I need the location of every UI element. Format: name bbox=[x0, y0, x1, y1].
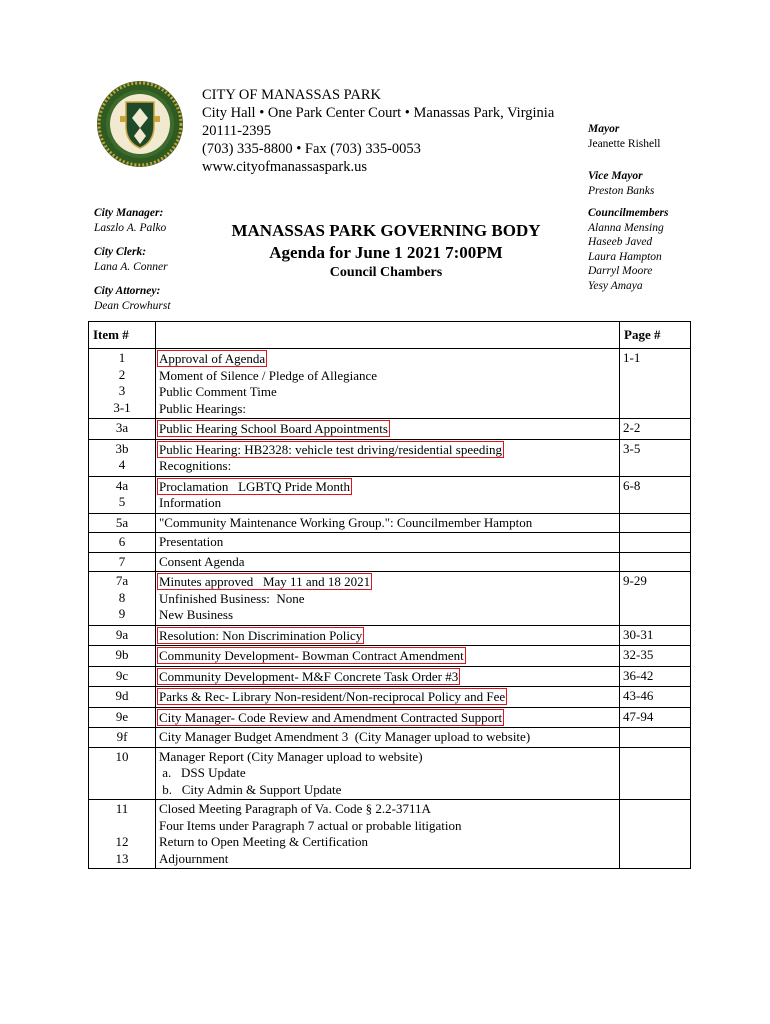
page-number-cell bbox=[620, 419, 691, 440]
letterhead bbox=[202, 86, 554, 176]
clerk-title: City Clerk: bbox=[94, 246, 147, 258]
item-text: Four Items under Paragraph 7 actual or probable litigation bbox=[159, 817, 462, 833]
item-description-cell bbox=[156, 687, 620, 708]
mayor-title: Mayor bbox=[588, 123, 620, 135]
page-range: 30-31 bbox=[623, 626, 654, 642]
item-description bbox=[159, 478, 616, 496]
item-number: 2 bbox=[118, 366, 126, 382]
item-description bbox=[159, 515, 616, 532]
item-number-cell bbox=[89, 349, 156, 419]
agenda-link[interactable]: City Manager- Code Review and Amendment Contracted Support bbox=[159, 709, 503, 725]
item-description bbox=[159, 384, 616, 401]
page-number-cell bbox=[620, 800, 691, 869]
page-number-cell bbox=[620, 349, 691, 419]
item-number: 10 bbox=[115, 748, 129, 764]
item-number-cell bbox=[89, 646, 156, 667]
manager-title: City Manager: bbox=[94, 207, 164, 219]
page-number-cell bbox=[620, 687, 691, 708]
item-number: 3a bbox=[115, 420, 129, 435]
item-description bbox=[159, 607, 616, 624]
page-range: 9-29 bbox=[623, 573, 647, 588]
page-number-cell bbox=[620, 625, 691, 646]
agenda-link[interactable]: Public Hearing School Board Appointments bbox=[159, 421, 388, 436]
table-row bbox=[89, 476, 691, 513]
vice-mayor-name: Preston Banks bbox=[588, 184, 655, 197]
item-number bbox=[89, 818, 155, 835]
item-text: Information bbox=[159, 495, 222, 510]
item-text: Public Comment Time bbox=[159, 384, 277, 399]
item-text: a. DSS Update bbox=[159, 765, 246, 780]
page-range: 6-8 bbox=[623, 477, 641, 493]
agenda-link[interactable]: Proclamation LGBTQ Pride Month bbox=[159, 478, 351, 494]
meeting-location: Council Chambers bbox=[329, 265, 443, 280]
page-range: 43-46 bbox=[623, 688, 654, 703]
page-range: 3-5 bbox=[623, 440, 641, 456]
item-text: Consent Agenda bbox=[159, 553, 245, 569]
item-text: Adjournment bbox=[159, 850, 229, 866]
table-row bbox=[89, 747, 691, 800]
vice-mayor-title: Vice Mayor bbox=[588, 170, 643, 182]
item-description-cell bbox=[156, 513, 620, 533]
item-number: 5a bbox=[115, 514, 129, 530]
item-description bbox=[159, 818, 616, 835]
table-row bbox=[89, 439, 691, 476]
item-number: 1 bbox=[118, 350, 126, 365]
item-number-cell bbox=[89, 533, 156, 553]
table-row bbox=[89, 687, 691, 708]
page-number-cell bbox=[620, 728, 691, 748]
item-description bbox=[159, 668, 616, 686]
item-description bbox=[159, 749, 616, 766]
item-description bbox=[159, 554, 616, 571]
item-description bbox=[159, 627, 616, 645]
table-row bbox=[89, 800, 691, 869]
org-name: CITY OF MANASSAS PARK bbox=[202, 87, 382, 103]
item-text: New Business bbox=[159, 607, 234, 622]
council-member: Alanna Mensing bbox=[588, 221, 664, 234]
item-text: Public Hearings: bbox=[159, 400, 247, 416]
item-description bbox=[159, 458, 616, 475]
item-description bbox=[159, 401, 616, 418]
item-number: 6 bbox=[118, 534, 126, 549]
agenda-date: Agenda for June 1 2021 7:00PM bbox=[269, 243, 503, 262]
table-row bbox=[89, 728, 691, 748]
item-description-cell bbox=[156, 439, 620, 476]
item-number-header: Item # bbox=[89, 322, 156, 349]
zip-code: 20111-2395 bbox=[202, 123, 272, 139]
item-description bbox=[159, 782, 616, 799]
attorney-name: Dean Crowhurst bbox=[94, 300, 171, 312]
table-row bbox=[89, 552, 691, 572]
manager-name: Laszlo A. Palko bbox=[94, 222, 167, 234]
item-number-cell bbox=[89, 625, 156, 646]
phone-fax: (703) 335-8800 • Fax (703) 335-0053 bbox=[202, 141, 421, 157]
table-row bbox=[89, 625, 691, 646]
page-number-cell bbox=[620, 666, 691, 687]
governing-body-title: MANASSAS PARK GOVERNING BODY bbox=[231, 221, 541, 240]
council-title: Councilmembers bbox=[588, 207, 669, 219]
item-text: b. City Admin & Support Update bbox=[159, 781, 342, 797]
page-number-cell bbox=[620, 552, 691, 572]
page-number-cell bbox=[620, 707, 691, 728]
website-link[interactable]: www.cityofmanassaspark.us bbox=[202, 159, 367, 175]
item-description bbox=[159, 765, 616, 782]
agenda-table bbox=[88, 321, 691, 869]
item-number: 9 bbox=[118, 606, 126, 621]
item-description-cell bbox=[156, 707, 620, 728]
table-row bbox=[89, 666, 691, 687]
staff-list bbox=[94, 206, 171, 314]
city-seal-logo bbox=[96, 78, 184, 170]
item-description bbox=[159, 350, 616, 368]
table-row bbox=[89, 513, 691, 533]
item-number-cell bbox=[89, 419, 156, 440]
item-text: City Manager Budget Amendment 3 (City Manager upload to website) bbox=[159, 729, 531, 744]
agenda-link[interactable]: Approval of Agenda bbox=[159, 351, 266, 366]
elected-officials bbox=[588, 122, 669, 293]
item-number-cell bbox=[89, 707, 156, 728]
item-description bbox=[159, 441, 616, 459]
item-description-cell bbox=[156, 552, 620, 572]
item-number-cell bbox=[89, 513, 156, 533]
item-number-cell bbox=[89, 800, 156, 869]
item-description-cell bbox=[156, 572, 620, 626]
item-text: Return to Open Meeting & Certification bbox=[159, 834, 369, 849]
item-description bbox=[159, 573, 616, 591]
attorney-title: City Attorney: bbox=[94, 285, 161, 297]
page-range: 2-2 bbox=[623, 420, 641, 435]
item-number: 3-1 bbox=[113, 399, 131, 415]
council-member: Yesy Amaya bbox=[588, 279, 643, 292]
item-number: 5 bbox=[118, 494, 126, 509]
item-number-cell bbox=[89, 476, 156, 513]
description-header bbox=[156, 322, 620, 349]
item-number: 9d bbox=[115, 688, 129, 703]
item-text: Recognitions: bbox=[159, 458, 232, 473]
page-number-cell bbox=[620, 572, 691, 626]
item-description-cell bbox=[156, 349, 620, 419]
item-description bbox=[159, 420, 616, 438]
council-member: Darryl Moore bbox=[588, 265, 653, 277]
item-number: 9c bbox=[115, 667, 129, 683]
item-number: 9f bbox=[116, 729, 128, 744]
item-number: 9a bbox=[115, 626, 129, 642]
page-number-cell bbox=[620, 747, 691, 800]
page-range: 1-1 bbox=[623, 350, 641, 365]
item-number: 4 bbox=[118, 457, 126, 472]
item-number: 9b bbox=[115, 647, 129, 662]
agenda-link[interactable]: Resolution: Non Discrimination Policy bbox=[159, 627, 363, 643]
item-number: 7a bbox=[115, 573, 129, 588]
item-description bbox=[159, 729, 616, 746]
item-description-cell bbox=[156, 625, 620, 646]
council-member: Laura Hampton bbox=[588, 250, 662, 263]
item-description-cell bbox=[156, 747, 620, 800]
item-text: Closed Meeting Paragraph of Va. Code § 2.2-3711A bbox=[159, 801, 431, 816]
item-number: 4a bbox=[115, 477, 129, 493]
item-number: 9e bbox=[115, 708, 129, 724]
item-description-cell bbox=[156, 476, 620, 513]
agenda-link[interactable]: Minutes approved May 11 and 18 2021 bbox=[159, 574, 371, 589]
table-row bbox=[89, 419, 691, 440]
item-text: "Community Maintenance Working Group.": Councilmember Hampton bbox=[159, 514, 533, 530]
item-description-cell bbox=[156, 419, 620, 440]
item-number: 8 bbox=[118, 589, 126, 605]
page-number-header: Page # bbox=[620, 322, 691, 349]
page-range: 47-94 bbox=[623, 708, 654, 724]
item-number-cell bbox=[89, 552, 156, 572]
table-row bbox=[89, 349, 691, 419]
page-range: 36-42 bbox=[623, 667, 654, 683]
item-description bbox=[159, 709, 616, 727]
item-description-cell bbox=[156, 728, 620, 748]
item-number-cell bbox=[89, 747, 156, 800]
table-row bbox=[89, 572, 691, 626]
item-text: Manager Report (City Manager upload to website) bbox=[159, 748, 423, 764]
item-number-cell bbox=[89, 572, 156, 626]
page-number-cell bbox=[620, 439, 691, 476]
item-number: 13 bbox=[115, 850, 129, 866]
item-number-cell bbox=[89, 687, 156, 708]
agenda-link[interactable]: Community Development- M&F Concrete Task Order #3 bbox=[159, 668, 459, 684]
table-row bbox=[89, 707, 691, 728]
address-line: City Hall • One Park Center Court • Manassas Park, Virginia bbox=[202, 105, 555, 121]
item-description bbox=[159, 368, 616, 385]
item-text: Unfinished Business: None bbox=[159, 590, 305, 606]
page-range: 32-35 bbox=[623, 647, 654, 662]
page-number-cell bbox=[620, 646, 691, 667]
item-description bbox=[159, 801, 616, 818]
item-description bbox=[159, 591, 616, 608]
item-number: 3b bbox=[115, 440, 129, 456]
table-row bbox=[89, 646, 691, 667]
mayor-name: Jeanette Rishell bbox=[588, 137, 661, 150]
item-text: Moment of Silence / Pledge of Allegiance bbox=[159, 367, 378, 383]
item-description-cell bbox=[156, 533, 620, 553]
table-row bbox=[89, 533, 691, 553]
item-description bbox=[159, 688, 616, 706]
item-description-cell bbox=[156, 800, 620, 869]
item-text: Presentation bbox=[159, 534, 224, 549]
item-description bbox=[159, 834, 616, 851]
item-number: 3 bbox=[118, 383, 126, 398]
page-number-cell bbox=[620, 533, 691, 553]
council-member: Haseeb Javed bbox=[588, 236, 653, 248]
agenda-link[interactable]: Parks & Rec- Library Non-resident/Non-reciprocal Policy and Fee bbox=[159, 689, 506, 704]
item-number: 12 bbox=[115, 834, 129, 849]
item-description-cell bbox=[156, 666, 620, 687]
table-header-row bbox=[89, 322, 691, 349]
agenda-link[interactable]: Public Hearing: HB2328: vehicle test driving/residential speeding bbox=[159, 441, 502, 457]
item-number-cell bbox=[89, 439, 156, 476]
clerk-name: Lana A. Conner bbox=[94, 261, 168, 273]
agenda-link[interactable]: Community Development- Bowman Contract Amendment bbox=[159, 648, 464, 663]
item-description bbox=[159, 647, 616, 665]
item-number: 11 bbox=[115, 801, 129, 816]
item-description bbox=[159, 534, 616, 551]
page-number-cell bbox=[620, 513, 691, 533]
page-number-cell bbox=[620, 476, 691, 513]
item-number: 7 bbox=[118, 553, 126, 569]
item-number-cell bbox=[89, 666, 156, 687]
agenda-title bbox=[200, 220, 572, 282]
item-description-cell bbox=[156, 646, 620, 667]
item-description bbox=[159, 851, 616, 868]
item-number-cell bbox=[89, 728, 156, 748]
item-description bbox=[159, 495, 616, 512]
